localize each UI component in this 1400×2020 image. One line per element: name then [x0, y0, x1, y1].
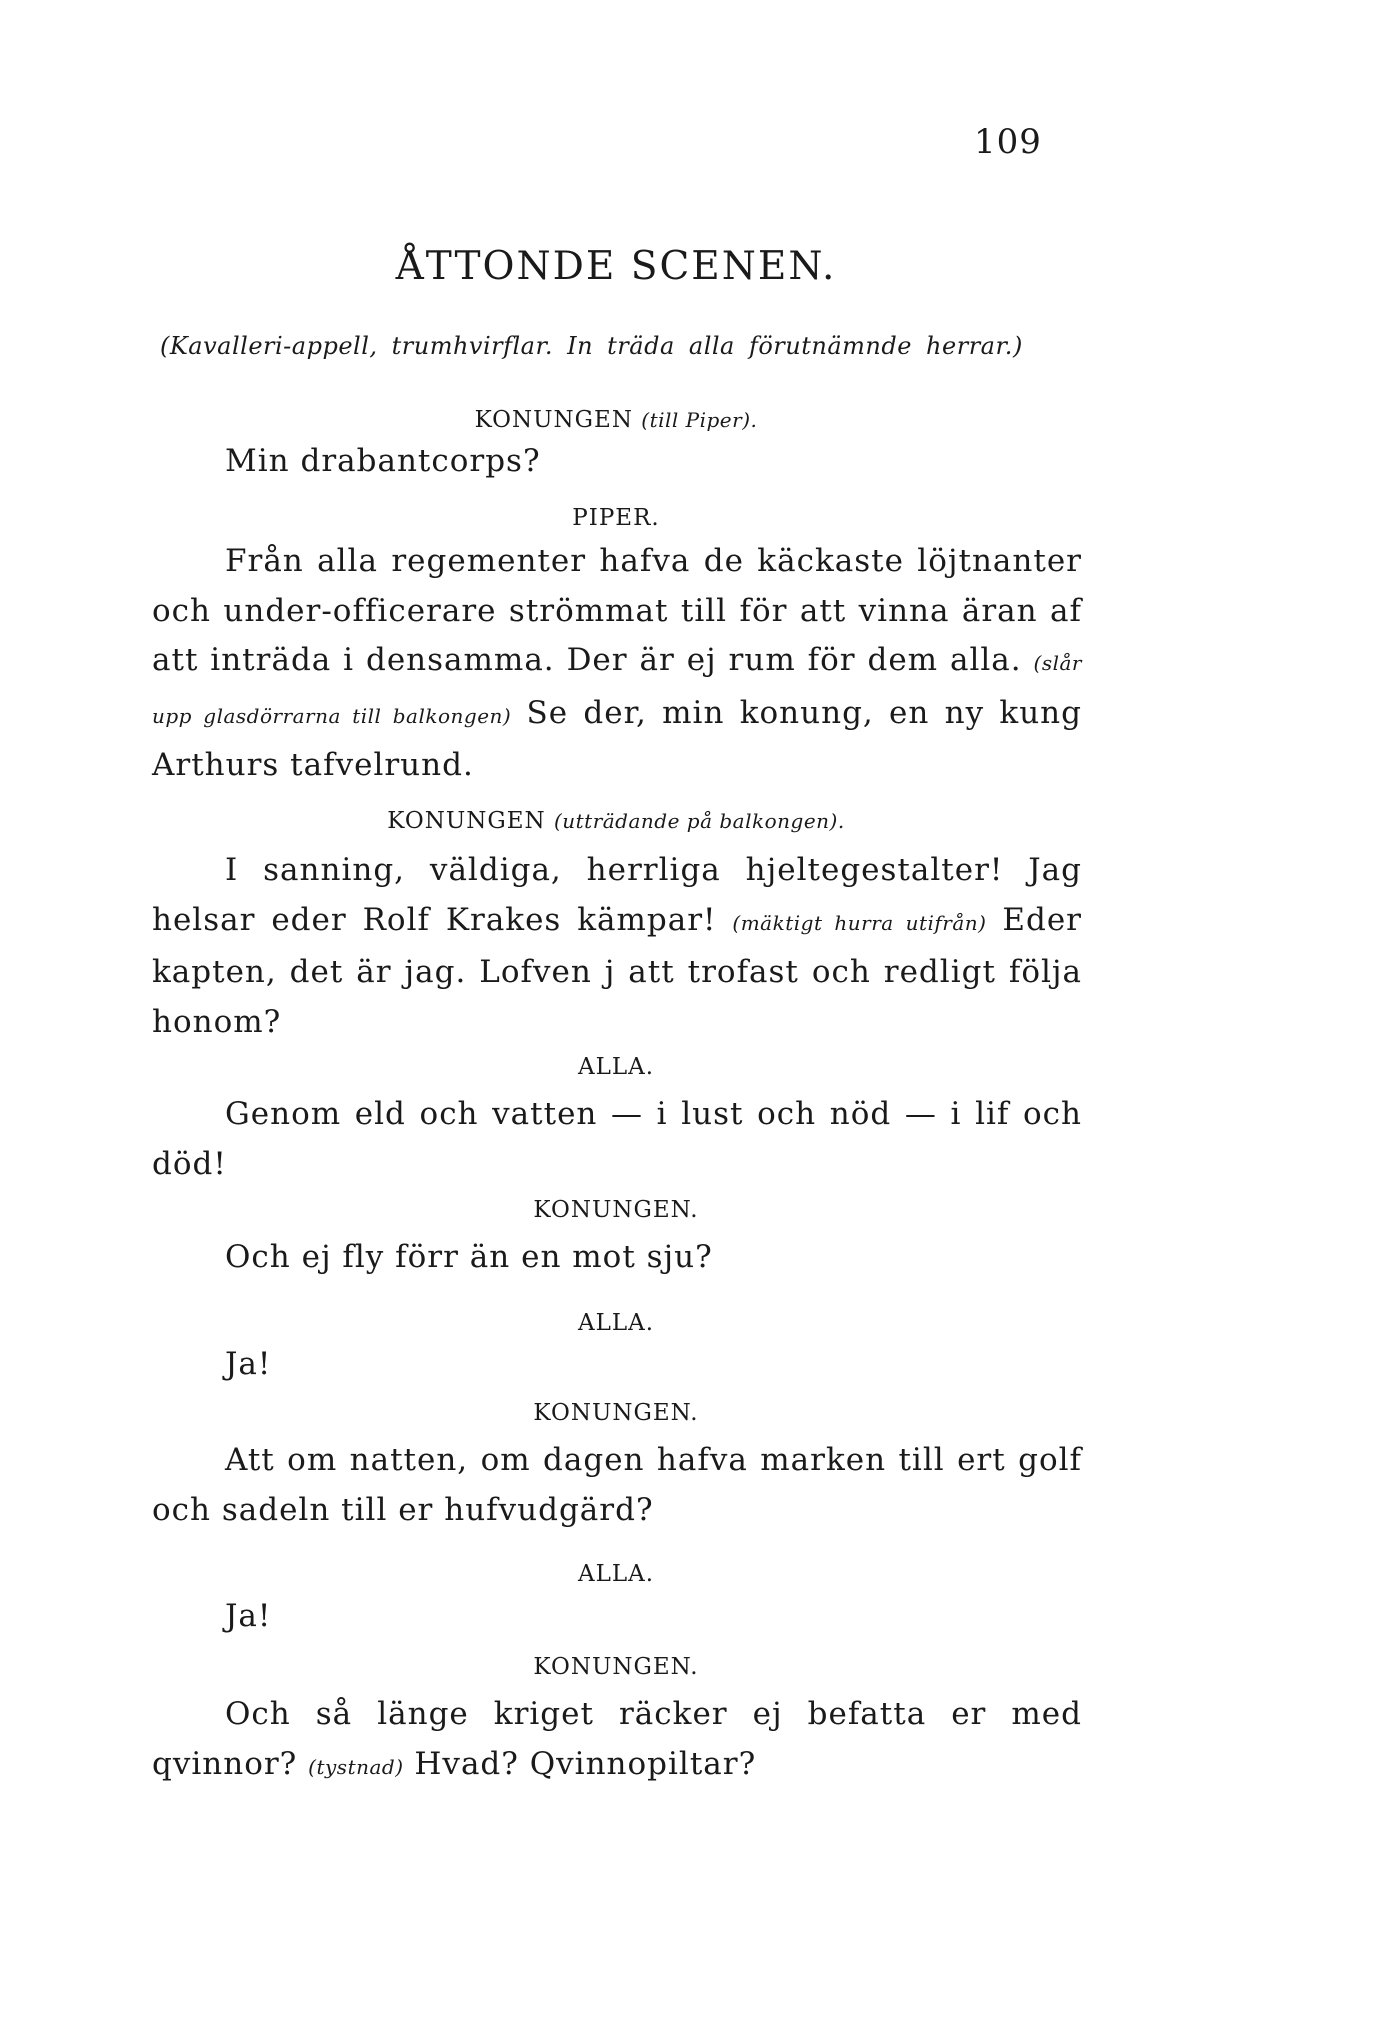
speaker-heading	[0, 1054, 1232, 1080]
speaker-heading	[0, 1561, 1232, 1587]
speaker-name: PIPER.	[572, 505, 660, 531]
speech	[152, 437, 1082, 487]
speech-text: Genom eld och vatten — i lust och nöd — i lif och död!	[152, 1096, 1082, 1182]
speaker-heading	[0, 1310, 1232, 1336]
speaker-name: KONUNGEN.	[533, 1197, 699, 1223]
speaker-name: KONUNGEN	[387, 808, 546, 834]
speaker-name: ALLA.	[577, 1310, 655, 1336]
speech-text: Min drabantcorps?	[225, 443, 541, 479]
speaker-heading	[0, 1197, 1232, 1223]
speaker-heading	[0, 407, 1232, 433]
speaker-name: KONUNGEN	[474, 407, 633, 433]
speech	[152, 1690, 1082, 1792]
speech	[152, 1233, 1082, 1283]
speaker-name: KONUNGEN.	[533, 1654, 699, 1680]
speech	[152, 1436, 1082, 1535]
speaker-heading	[0, 808, 1232, 834]
speaker-direction: (utträdande på balkongen).	[553, 809, 845, 833]
speaker-name: ALLA.	[577, 1054, 655, 1080]
speaker-name: KONUNGEN.	[533, 1400, 699, 1426]
speech-text: Se der, min konung, en ny kung Arthurs tafvelrund.	[152, 694, 1082, 783]
speech	[152, 1340, 1082, 1390]
speaker-direction: (till Piper).	[641, 408, 758, 432]
speaker-heading	[0, 1654, 1232, 1680]
inline-stage-direction: (tystnad)	[308, 1754, 404, 1779]
speech-text: Att om natten, om dagen hafva marken till ert golf och sadeln till er hufvudgärd?	[152, 1442, 1082, 1528]
scene-title: ÅTTONDE SCENEN.	[395, 244, 837, 289]
speech-text: Eder kapten, det är jag. Lofven j att trofast och redligt följa honom?	[152, 901, 1082, 1040]
speech-text: Ja!	[225, 1598, 272, 1634]
speech-text: I sanning, väldiga, herrliga hjeltegestalter! Jag helsar eder Rolf Krakes kämpar!	[152, 852, 1082, 938]
speech-text: Och så länge kriget räcker ej befatta er med qvinnor?	[152, 1696, 1082, 1782]
speaker-heading	[0, 505, 1232, 531]
speaker-name: ALLA.	[577, 1561, 655, 1587]
speech-text: Från alla regementer hafva de käckaste löjtnanter och under-officerare strömmat till för att vinna äran af att inträda i densamma. Der är ej rum för dem alla.	[152, 543, 1082, 678]
speech-text: Hvad? Qvinnopiltar?	[414, 1745, 757, 1782]
inline-stage-direction: (mäktigt hurra utifrån)	[732, 910, 987, 935]
inline-stage-direction: (slår upp glasdörrarna till balkongen)	[152, 651, 1082, 728]
page-number: 109	[974, 122, 1042, 162]
speech	[152, 537, 1082, 791]
speech	[152, 1592, 1082, 1642]
speech-text: Ja!	[225, 1346, 272, 1382]
speech	[152, 1090, 1082, 1189]
opening-stage-direction: (Kavalleri-appell, trumhvirflar. In träda alla förutnämnde herrar.)	[160, 332, 1023, 360]
speech	[152, 846, 1082, 1047]
speaker-heading	[0, 1400, 1232, 1426]
speech-text: Och ej fly förr än en mot sju?	[225, 1239, 713, 1275]
